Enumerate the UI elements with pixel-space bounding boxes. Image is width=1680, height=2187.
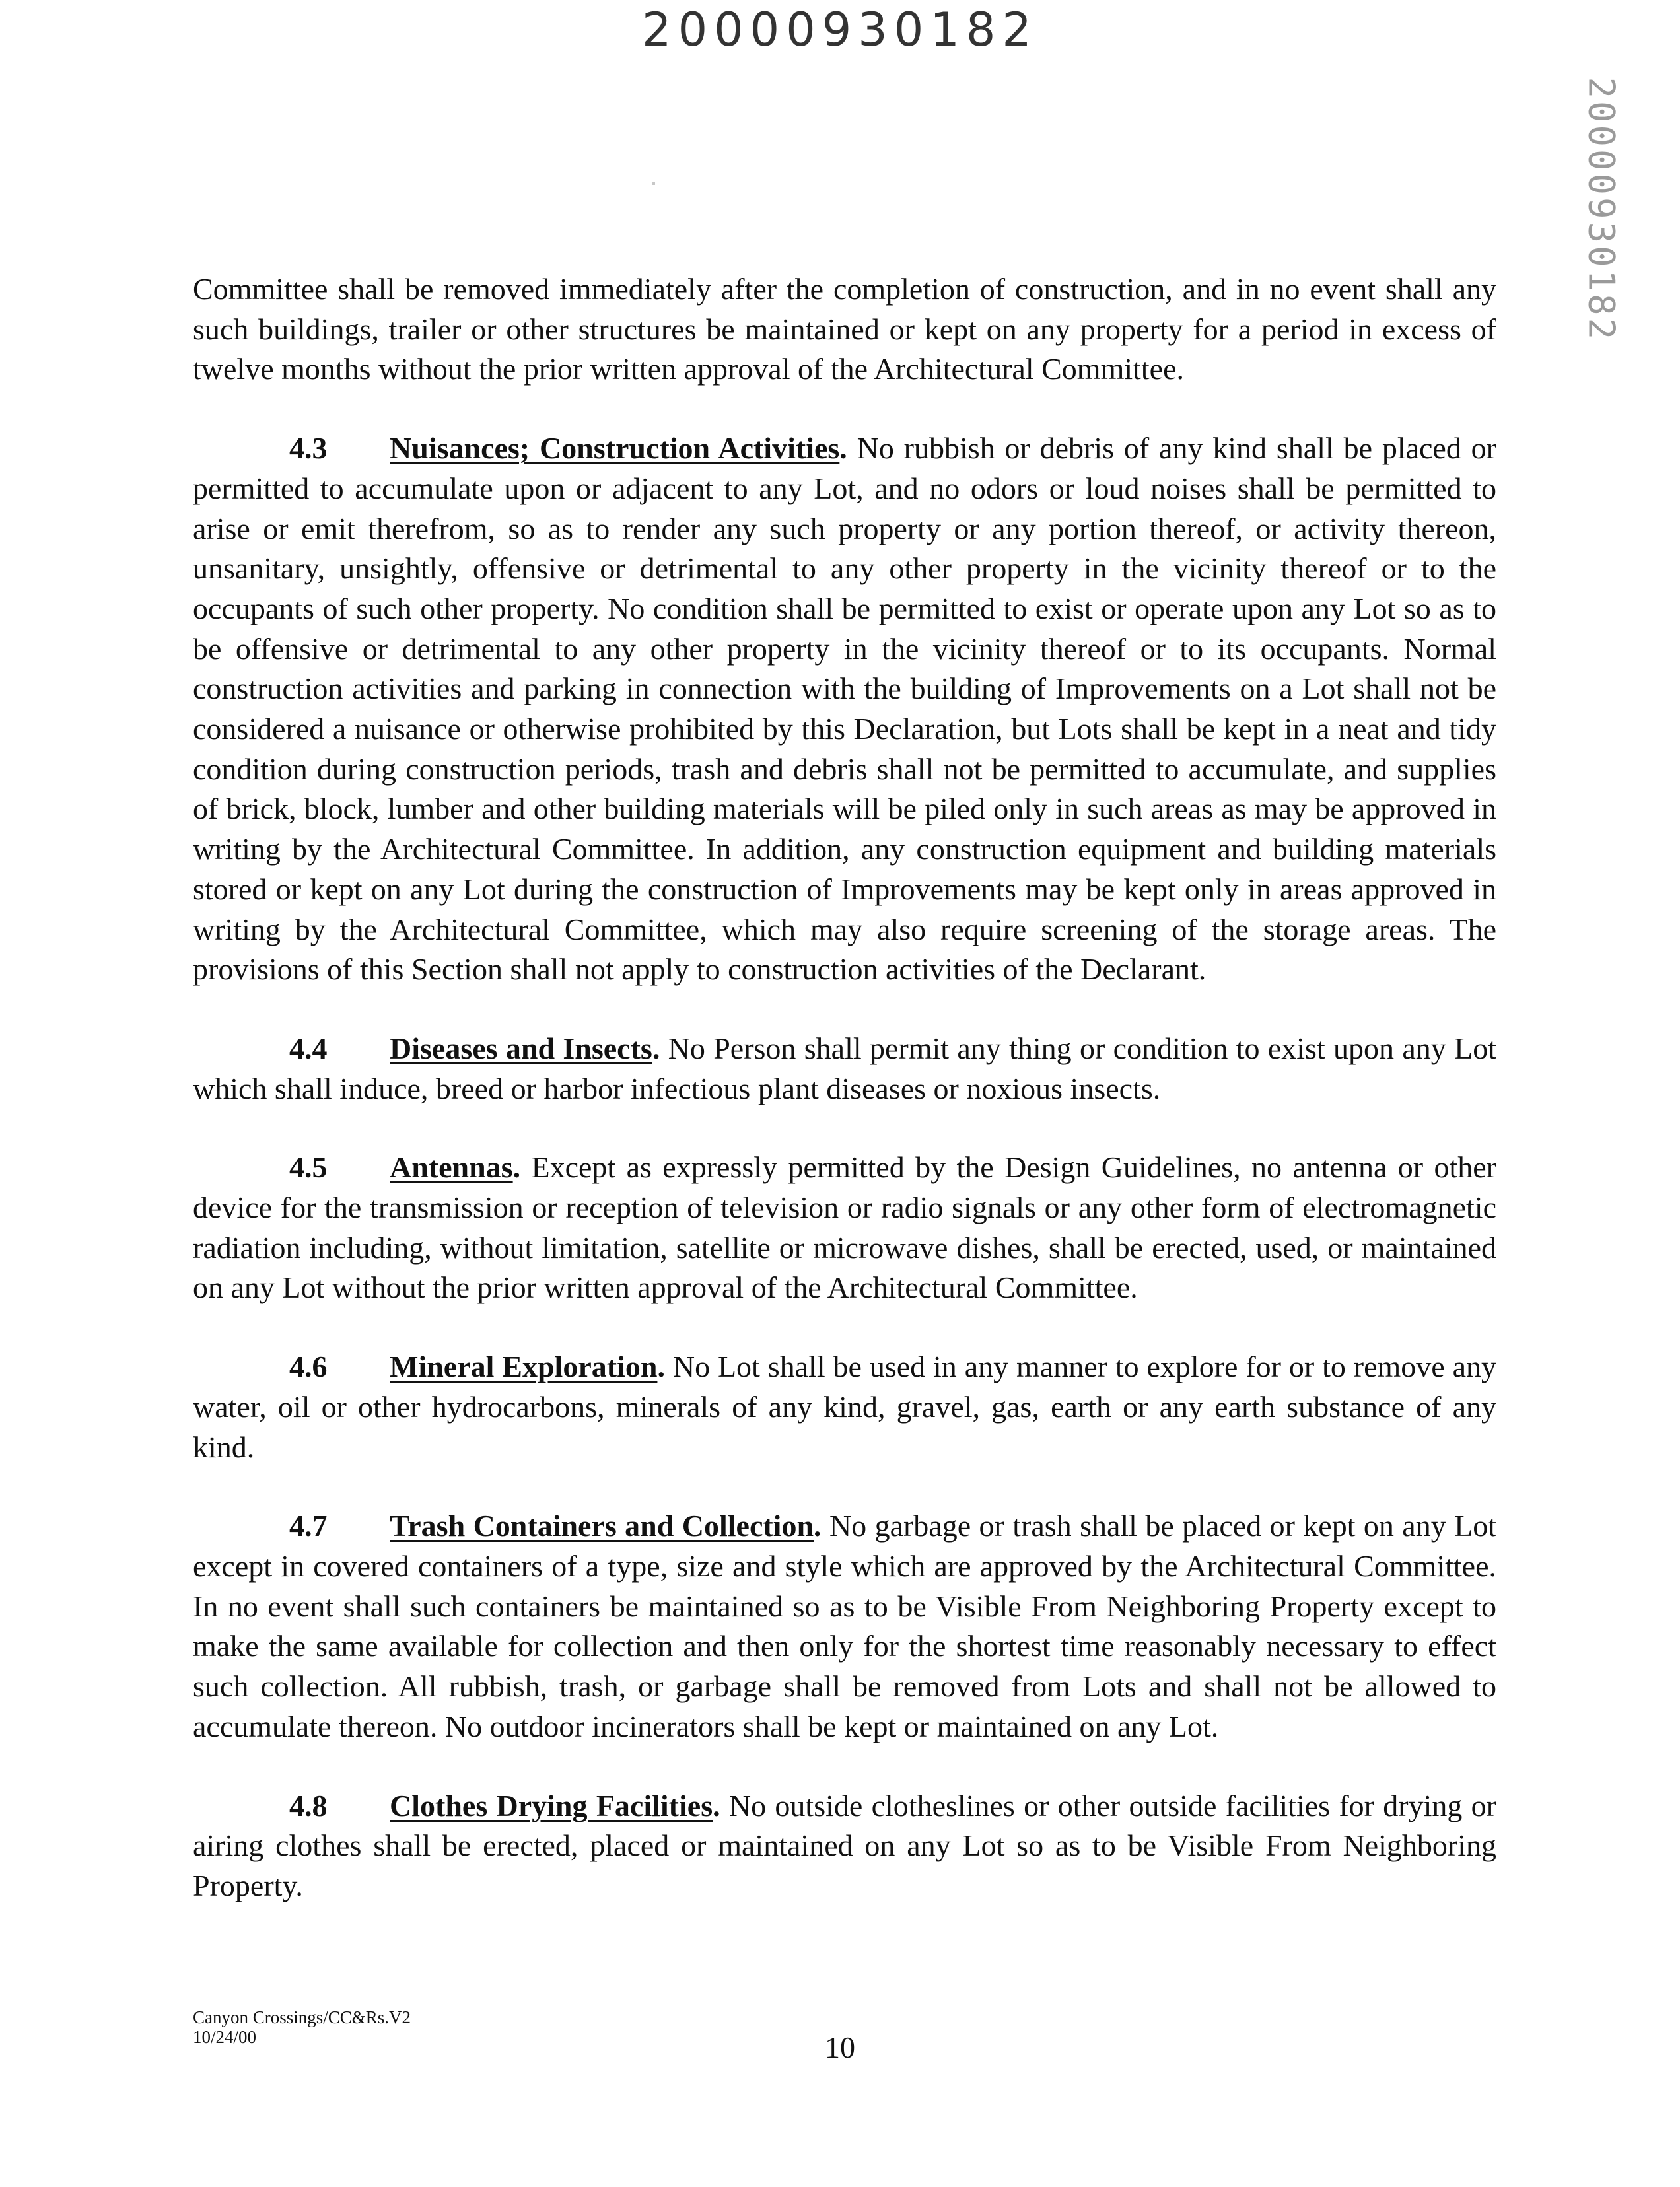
footer-document-info	[193, 2007, 411, 2047]
section-4-3: 4.3 Nuisances; Construction Activities. No rubbish or debris of any kind shall be placed or permitted to accumulate upon or adjacent to any Lot, and no odors or loud noises shall be permitted to arise or emit therefrom, so as to render any such property or any portion thereof, or activity thereon, unsanitary, unsightly, offensive or detrimental to any other property in the vicinity thereof or to the occupants of such other property. No condition shall be permitted to exist or operate upon any Lot so as to be offensive or detrimental to any other property in the vicinity thereof or to its occupants. Normal construction activities and parking in connection with the building of Improvements on a Lot shall not be considered a nuisance or otherwise prohibited by this Declaration, but Lots shall be kept in a neat and tidy condition during construction periods, trash and debris shall not be permitted to accumulate, and supplies of brick, block, lumber and other building materials will be piled only in such areas as may be approved in writing by the Architectural Committee. In addition, any construction equipment and building materials stored or kept on any Lot during the construction of Improvements may be kept only in areas approved in writing by the Architectural Committee, which may also require screening of the storage areas. The provisions of this Section shall not apply to construction activities of the Declarant.	[193, 429, 1496, 990]
section-text: No rubbish or debris of any kind shall be placed or permitted to accumulate upon or adjacent to any Lot, and no odors or loud noises shall be permitted to arise or emit therefrom, so as to render any such property or any portion thereof, or activity thereon, unsanitary, unsightly, offensive or detrimental to any other property in the vicinity thereof or to the occupants of such other property. No condition shall be permitted to exist or operate upon any Lot so as to be offensive or detrimental to any other property in the vicinity thereof or to its occupants. Normal construction activities and parking in connection with the building of Improvements on a Lot shall not be considered a nuisance or otherwise prohibited by this Declaration, but Lots shall be kept in a neat and tidy condition during construction periods, trash and debris shall not be permitted to accumulate, and supplies of brick, block, lumber and other building materials will be piled only in such areas as may be approved in writing by the Architectural Committee. In addition, any construction equipment and building materials stored or kept on any Lot during the construction of Improvements may be kept only in areas approved in writing by the Architectural Committee, which may also require screening of the storage areas. The provisions of this Section shall not apply to construction activities of the Declarant.	[193, 431, 1496, 987]
footer-date: 10/24/00	[193, 2027, 257, 2047]
section-number: 4.8	[289, 1788, 328, 1822]
section-number: 4.7	[289, 1509, 328, 1543]
document-body	[193, 269, 1496, 1945]
footer-document-name: Canyon Crossings/CC&Rs.V2	[193, 2007, 411, 2027]
section-text: No Person shall permit any thing or condition to exist upon any Lot which shall induce, breed or harbor infectious plant diseases or noxious insects.	[193, 1031, 1497, 1105]
section-number: 4.5	[289, 1150, 328, 1185]
side-stamp-text: 20000930182	[1580, 77, 1623, 343]
section-number: 4.3	[289, 431, 328, 466]
scan-speck	[652, 182, 655, 185]
intro-paragraph: Committee shall be removed immediately after the completion of construction, and in no event shall any such buildings, trailer or other structures be maintained or kept on any property for a period in excess of twelve months without the prior written approval of the Architectural Committee.	[193, 272, 1496, 386]
section-4-7: 4.7 Trash Containers and Collection. No garbage or trash shall be placed or kept on any Lot except in covered containers of a type, size and style which are approved by the Architectural Committee. In no event shall such containers be maintained so as to be Visible From Neighboring Property except to make the same available for collection and then only for the shortest time reasonably necessary to effect such collection. All rubbish, trash, or garbage shall be removed from Lots and shall not be allowed to accumulate thereon. No outdoor incinerators shall be kept or maintained on any Lot.	[193, 1506, 1496, 1747]
section-4-4: 4.4 Diseases and Insects. No Person shall permit any thing or condition to exist upon any Lot which shall induce, breed or harbor infectious plant diseases or noxious insects.	[193, 1029, 1496, 1109]
section-heading: Diseases and Insects	[390, 1031, 652, 1065]
section-heading: Antennas	[390, 1150, 513, 1185]
page-number: 10	[825, 2031, 855, 2064]
section-text: No garbage or trash shall be placed or kept on any Lot except in covered containers of a type, size and style which are approved by the Architectural Committee. In no event shall such containers be maintained so as to be Visible From Neighboring Property except to make the same available for collection and then only for the shortest time reasonably necessary to effect such collection. All rubbish, trash, or garbage shall be removed from Lots and shall not be allowed to accumulate thereon. No outdoor incinerators shall be kept or maintained on any Lot.	[193, 1509, 1496, 1743]
section-heading: Nuisances; Construction Activities	[390, 431, 840, 466]
section-4-6: 4.6 Mineral Exploration. No Lot shall be used in any manner to explore for or to remove any water, oil or other hydrocarbons, minerals of any kind, gravel, gas, earth or any earth substance of any kind.	[193, 1347, 1496, 1467]
section-text: Except as expressly permitted by the Design Guidelines, no antenna or other device for the transmission or reception of television or radio signals or any other form of electromagnetic radiation including, without limitation, satellite or microwave dishes, shall be erected, used, or maintained on any Lot without the prior written approval of the Architectural Committee.	[193, 1150, 1496, 1305]
section-text: No Lot shall be used in any manner to explore for or to remove any water, oil or other hydrocarbons, minerals of any kind, gravel, gas, earth or any earth substance of any kind.	[193, 1350, 1497, 1464]
recording-number: 20000930182	[642, 3, 1038, 57]
section-4-8: 4.8 Clothes Drying Facilities. No outside clotheslines or other outside facilities for drying or airing clothes shall be erected, placed or maintained on any Lot so as to be Visible From Neighboring Property.	[193, 1786, 1496, 1906]
section-4-5: 4.5 Antennas. Except as expressly permitted by the Design Guidelines, no antenna or other device for the transmission or reception of television or radio signals or any other form of electromagnetic radiation including, without limitation, satellite or microwave dishes, shall be erected, used, or maintained on any Lot without the prior written approval of the Architectural Committee.	[193, 1148, 1496, 1308]
side-recording-stamp	[1558, 77, 1644, 343]
section-number: 4.6	[289, 1350, 328, 1384]
section-heading: Mineral Exploration	[390, 1350, 658, 1384]
section-heading: Clothes Drying Facilities	[390, 1788, 713, 1822]
section-text: No outside clotheslines or other outside facilities for drying or airing clothes shall be erected, placed or maintained on any Lot so as to be Visible From Neighboring Property.	[193, 1788, 1497, 1902]
section-number: 4.4	[289, 1031, 328, 1065]
section-heading: Trash Containers and Collection	[390, 1509, 814, 1543]
